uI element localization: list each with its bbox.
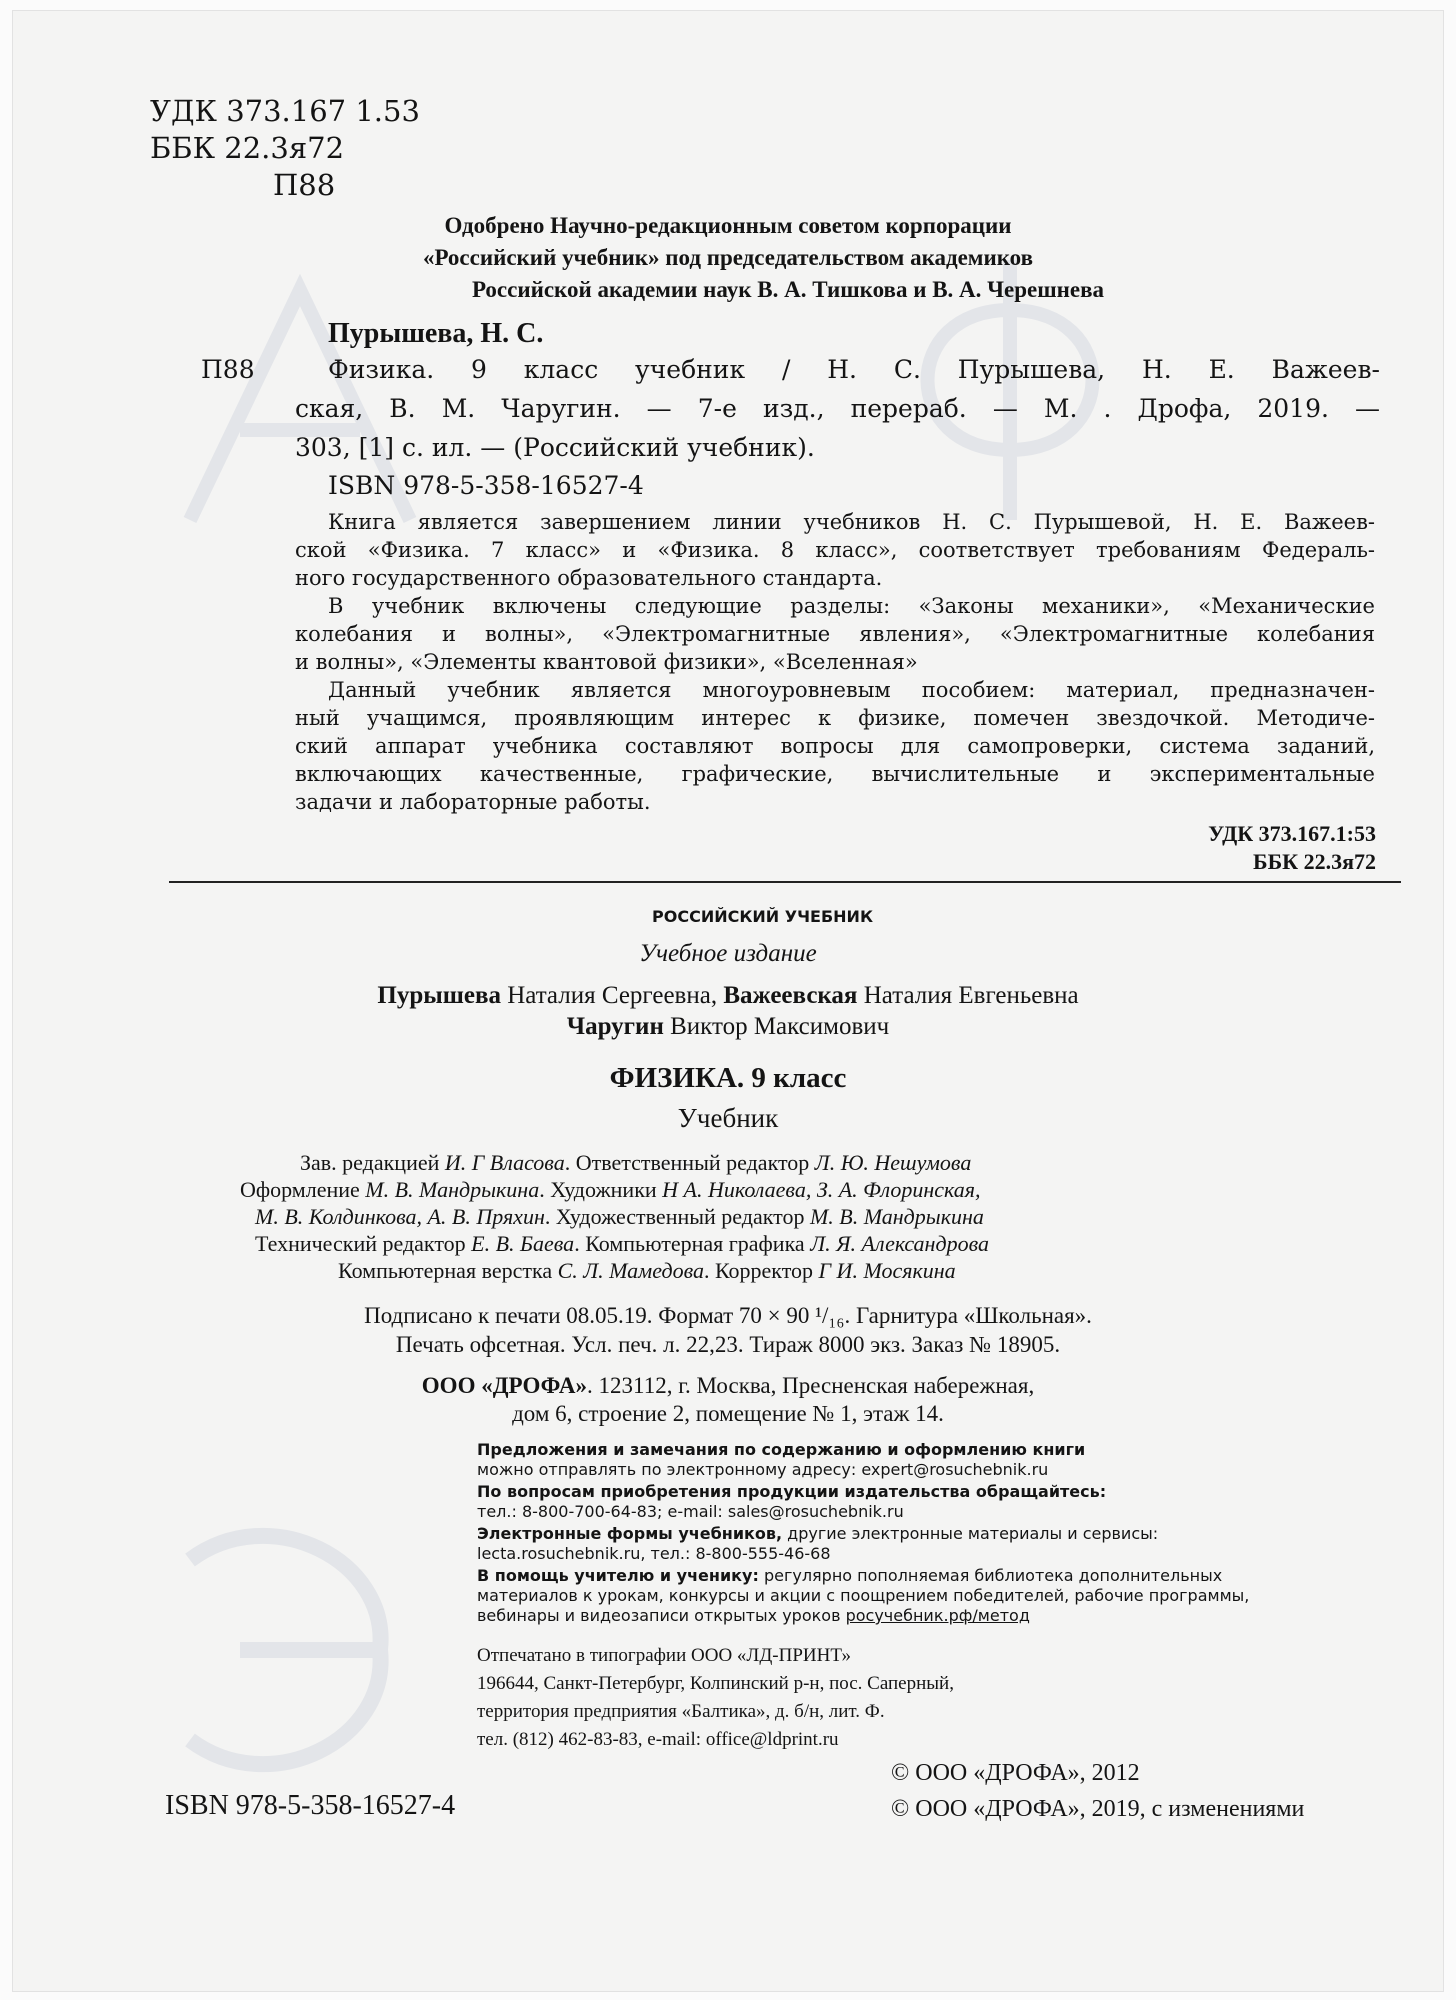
staff-name: М. В. Мандрыкина <box>809 1204 984 1229</box>
bib-line: Физика. 9 класс учебник / Н. С. Пурышева, Н. Е. Важеев- <box>328 355 1380 384</box>
staff-role: . Художники <box>539 1177 663 1202</box>
annotation-line: ский аппарат учебника составляют вопросы для самопроверки, система заданий, <box>295 734 1375 758</box>
contact-line <box>477 1524 1158 1543</box>
book-subtitle: Учебник <box>677 1103 779 1133</box>
print-info-line: Печать офсетная. Усл. печ. л. 22,23. Тираж 8000 экз. Заказ № 18905. <box>395 1332 1061 1357</box>
print-info-line: Подписано к печати 08.05.19. Формат 70 × 90 ¹/₁₆. Гарнитура «Школьная». <box>364 1303 1092 1328</box>
staff-name: Л. Ю. Нешумова <box>814 1150 972 1175</box>
staff-name: И. Г Власова <box>444 1150 565 1175</box>
annotation-line: Книга является завершением линии учебников Н. С. Пурышевой, Н. Е. Важеев- <box>328 510 1375 534</box>
staff-role: Зав. редакцией <box>300 1150 445 1175</box>
annotation-line: ской «Физика. 7 класс» и «Физика. 8 класс», соответствует требованиям Федераль- <box>295 538 1375 562</box>
contact-heading: По вопросам приобретения продукции издательства обращайтесь: <box>477 1482 1107 1501</box>
bbk-right: ББК 22.3я72 <box>1253 849 1376 874</box>
contact-line <box>477 1482 1106 1501</box>
book-title: ФИЗИКА. 9 класс <box>609 1062 847 1094</box>
author-name: Наталия Сергеевна, <box>500 982 724 1009</box>
bib-isbn: ISBN 978-5-358-16527-4 <box>328 471 644 500</box>
annotation-line: В учебник включены следующие разделы: «Законы механики», «Механические <box>328 594 1375 618</box>
printer-line: 196644, Санкт-Петербург, Колпинский р-н, пос. Саперный, <box>477 1673 954 1694</box>
annotation-line: и волны», «Элементы квантовой физики», «Вселенная» <box>295 650 918 674</box>
staff-name: Е. В. Баева <box>471 1231 575 1256</box>
staff-line <box>240 1177 981 1203</box>
staff-name: Л. Я. Александрова <box>810 1231 989 1256</box>
annotation-line: включающих качественные, графические, вычислительные и экспериментальные <box>295 762 1375 786</box>
staff-role: . Художественный редактор <box>544 1204 810 1229</box>
author-surname: Важеевская <box>723 982 858 1009</box>
contact-text: можно отправлять по электронному адресу: expert@rosuchebnik.ru <box>477 1460 1049 1479</box>
staff-name: Н А. Николаева, З. А. Флоринская, <box>662 1177 981 1202</box>
printer-line: тел. (812) 462-83-83, e-mail: office@ldprint.ru <box>477 1729 839 1750</box>
approval-line: «Российский учебник» под председательством академиков <box>422 245 1034 270</box>
contact-text: другие электронные материалы и сервисы: <box>782 1524 1159 1543</box>
annotation-line: колебания и волны», «Электромагнитные явления», «Электромагнитные колебания <box>295 622 1375 646</box>
author-name: Виктор Максимович <box>663 1013 890 1040</box>
contact-line <box>477 1544 831 1563</box>
printer-line: территория предприятия «Балтика», д. б/н, лит. Ф. <box>477 1701 885 1722</box>
staff-line <box>255 1231 989 1257</box>
contact-text: lecta.rosuchebnik.ru, тел.: 8-800-555-46-68 <box>477 1544 831 1563</box>
contact-line <box>477 1606 1030 1625</box>
bib-author: Пурышева, Н. С. <box>328 318 544 349</box>
contact-line <box>477 1440 1085 1459</box>
bbk-code: ББК 22.3я72 <box>150 131 345 165</box>
bib-code: П88 <box>201 355 255 384</box>
contact-line <box>477 1566 1222 1585</box>
contact-text: материалов к урокам, конкурсы и акции с поощрением победителей, рабочие программы, <box>477 1586 1250 1605</box>
staff-name: Г И. Мосякина <box>818 1258 956 1283</box>
staff-role: . Компьютерная графика <box>574 1231 811 1256</box>
staff-name: М. В. Мандрыкина <box>365 1177 540 1202</box>
annotation-line: ного государственного образовательного стандарта. <box>295 566 883 590</box>
annotation-line: Данный учебник является многоуровневым пособием: материал, предназначен- <box>328 678 1375 702</box>
udk-code: УДК 373.167 1.53 <box>150 94 420 128</box>
annotation-line: задачи и лабораторные работы. <box>295 790 651 814</box>
series-name: РОССИЙСКИЙ УЧЕБНИК <box>652 907 874 926</box>
publisher-address: дом 6, строение 2, помещение № 1, этаж 14. <box>512 1401 944 1426</box>
staff-line <box>300 1150 971 1176</box>
printer-line: Отпечатано в типографии ООО «ЛД-ПРИНТ» <box>477 1645 851 1666</box>
bib-line: ская, В. М. Чаругин. — 7-е изд., перераб. — М. . Дрофа, 2019. — <box>295 394 1380 423</box>
staff-line <box>338 1258 956 1284</box>
contact-heading: В помощь учителю и ученику: <box>477 1566 759 1585</box>
staff-name: М. В. Колдинкова, А. В. Пряхин <box>255 1204 545 1229</box>
copyright-line: © ООО «ДРОФА», 2019, с изменениями <box>891 1796 1305 1822</box>
publisher-address: . 123112, г. Москва, Пресненская набережная, <box>587 1373 1035 1398</box>
contact-line <box>477 1502 904 1521</box>
staff-line <box>255 1204 984 1230</box>
authors-line <box>0 982 1456 1010</box>
contact-heading: Предложения и замечания по содержанию и оформлению книги <box>477 1440 1086 1459</box>
staff-name: С. Л. Мамедова <box>557 1258 704 1283</box>
contact-text: тел.: 8-800-700-64-83; e-mail: sales@rosuchebnik.ru <box>477 1502 904 1521</box>
approval-line: Российской академии наук В. А. Тишкова и В. А. Черешнева <box>471 277 1105 302</box>
contact-line <box>477 1586 1249 1605</box>
annotation-line: ный учащимся, проявляющим интерес к физике, помечен звездочкой. Методиче- <box>295 706 1375 730</box>
staff-role: Компьютерная верстка <box>338 1258 558 1283</box>
divider <box>169 881 1401 883</box>
author-code: П88 <box>273 168 336 202</box>
contact-heading: Электронные формы учебников, <box>477 1524 783 1543</box>
author-surname: Чаругин <box>566 1013 664 1040</box>
contact-text: регулярно пополняемая библиотека дополнительных <box>758 1566 1223 1585</box>
staff-role: Технический редактор <box>255 1231 472 1256</box>
author-name: Наталия Евгеньевна <box>857 982 1079 1009</box>
staff-role: . Ответственный редактор <box>564 1150 815 1175</box>
edition-type: Учебное издание <box>639 940 817 967</box>
bib-line: 303, [1] с. ил. — (Российский учебник). <box>295 433 815 462</box>
publisher-line <box>0 1373 1456 1399</box>
udk-right: УДК 373.167.1:53 <box>1208 821 1376 846</box>
contact-line <box>477 1460 1048 1479</box>
method-link[interactable]: росучебник.рф/метод <box>845 1606 1030 1625</box>
publisher-name: ООО «ДРОФА» <box>421 1373 588 1398</box>
staff-role: Оформление <box>240 1177 366 1202</box>
footer-isbn: ISBN 978-5-358-16527-4 <box>165 1790 456 1821</box>
author-surname: Пурышева <box>377 982 501 1009</box>
staff-role: . Корректор <box>703 1258 819 1283</box>
authors-line <box>0 1013 1456 1041</box>
contact-text: вебинары и видеозаписи открытых уроков <box>477 1606 846 1625</box>
copyright-line: © ООО «ДРОФА», 2012 <box>891 1760 1140 1786</box>
approval-line: Одобрено Научно-редакционным советом корпорации <box>444 213 1012 238</box>
